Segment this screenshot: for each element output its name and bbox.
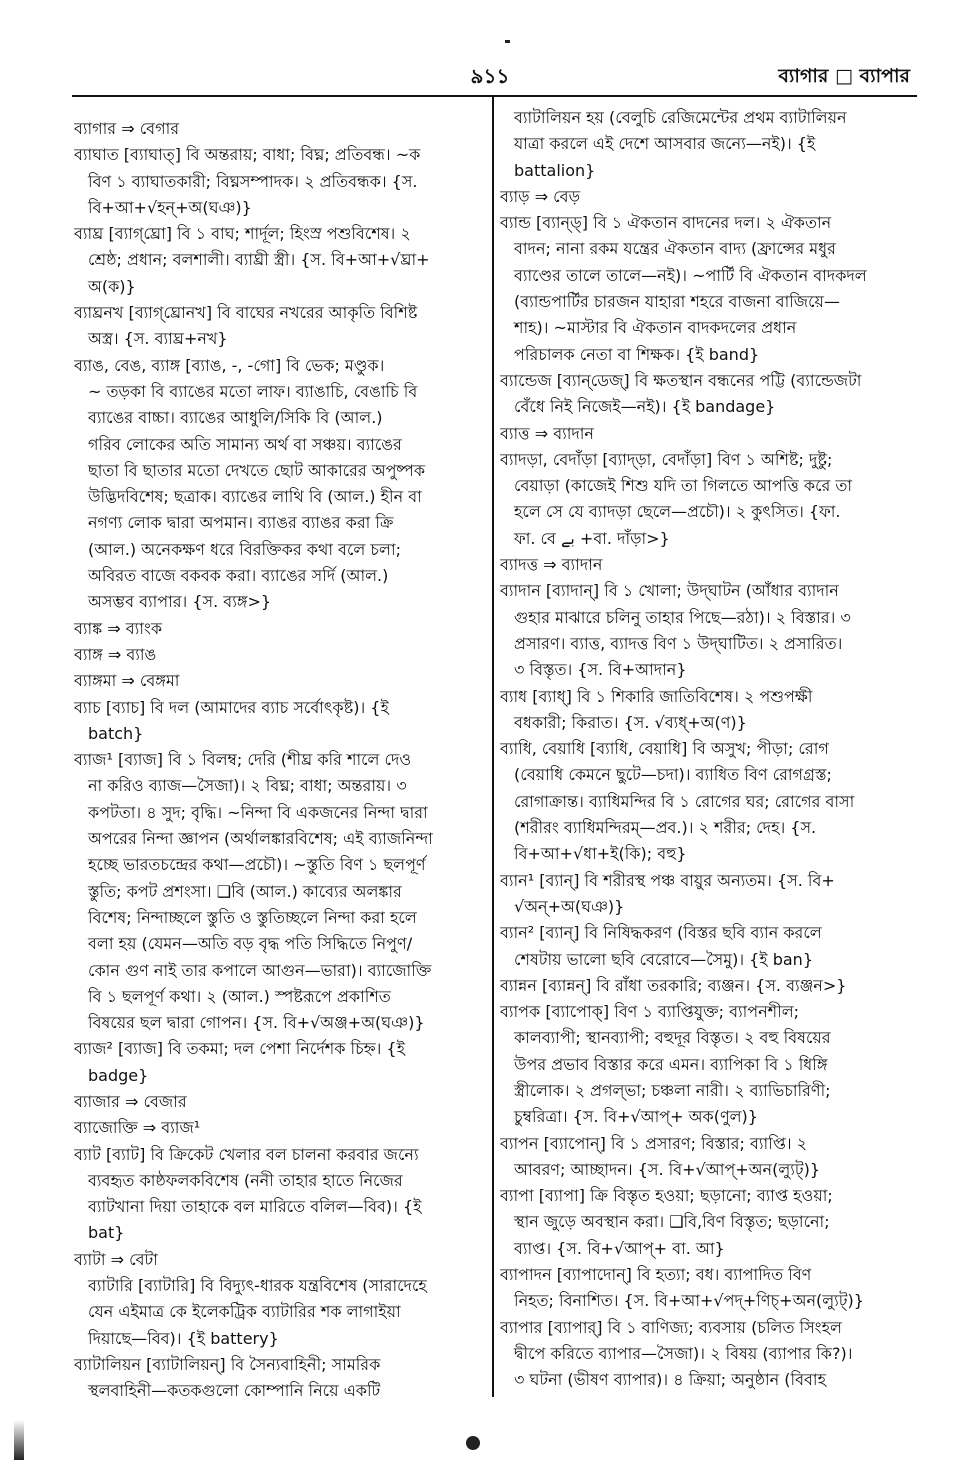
dictionary-line: ছাতা বি ছাতার মতো দেখতে ছোট আকারের অপুষ্পক (88, 460, 426, 480)
dictionary-line: bat} (88, 1223, 125, 1243)
dictionary-line: প্রসারণ। ব্যাত্ত, ব্যাদত্ত বিণ ১ উদ্‌ঘাটিত। ২ প্রসারিত। (514, 633, 843, 653)
dictionary-line: ব্যাগার ⇒ বেগার (74, 119, 180, 138)
dictionary-line: √অন্+অ(ঘঞ)} (514, 896, 625, 916)
dictionary-line: ব্যাদড়া, বেদাঁড়া [ব্যাদ্‌ড়া, বেদাঁড়া] বিণ ১ অশিষ্ট; দুষ্টু; (500, 449, 833, 469)
dictionary-line: শাহ)। ~মাস্টার বি ঐকতান বাদকদলের প্রধান (514, 318, 797, 338)
dictionary-line: ব্যাধ [ব্যাধ্] বি ১ শিকারি জাতিবিশেষ। ২ পশুপক্ষী (500, 686, 813, 706)
right-column (500, 105, 918, 1394)
dictionary-line: স্থান জুড়ে অবস্থান করা। ❑বি,বিণ বিস্তৃত; ছড়ানো; (514, 1212, 830, 1232)
dictionary-line: উপর প্রভাব বিস্তার করে এমন। ব্যাপিকা বি ১ ধিঙ্গি (514, 1054, 828, 1074)
dictionary-line: ব্যাজোক্তি ⇒ ব্যাজ¹ (74, 1118, 201, 1138)
dictionary-line: বি+আ+√ধা+ই(কি); বহু} (514, 844, 687, 864)
dictionary-line: না করিও ব্যাজ—সৈজা)। ২ বিঘ্ন; বাধা; অন্তরায়। ৩ (88, 776, 407, 796)
dictionary-line: অস্ত্র। {স. ব্যাঘ্র+নখ} (88, 329, 228, 349)
dictionary-line: ব্যাপ্ত। {স. বি+√আপ্+ বা. আ} (514, 1238, 725, 1258)
dictionary-line: ব্যাপাদন [ব্যাপাদোন্] বি হত্যা; বধ। ব্যাপাদিত বিণ (500, 1265, 812, 1285)
dictionary-line: বিণ ১ ব্যাঘাতকারী; বিঘ্নসম্পাদক। ২ প্রতিবন্ধক। {স. (88, 171, 418, 191)
dictionary-line: ব্যাজার ⇒ বেজার (74, 1091, 187, 1111)
dictionary-line: হচ্ছে ভারতচন্দ্রের কথা—প্রচৌ)। ~স্তুতি বিণ ১ ছলপূর্ণ (88, 855, 426, 875)
dictionary-line: গরিব লোকের অতি সামান্য অর্থ বা সঞ্চয়। ব্যাঙের (88, 434, 402, 454)
dictionary-line: ~ তড়কা বি ব্যাঙের মতো লাফ। ব্যাঙাচি, বেঙাচি বি (88, 381, 418, 401)
dictionary-line: নগণ্য লোক দ্বারা অপমান। ব্যাঙর ব্যাঙর করা ক্রি (88, 513, 394, 533)
dictionary-line: ব্যাঙের বাচ্চা। ব্যাঙের আধুলি/সিকি বি (আল.) (88, 408, 383, 428)
dictionary-line: ব্যাদান [ব্যাদান্] বি ১ খোলা; উদ্‌ঘাটন (আঁধার ব্যাদান (500, 581, 839, 601)
dictionary-line: ব্যাটালিয়ন হয় (বেলুচি রেজিমেন্টের প্রথম ব্যাটালিয়ন (514, 108, 847, 127)
dictionary-line: উদ্ভিদবিশেষ; ছত্রাক। ব্যাঙের লাথি বি (আল.) হীন বা (88, 487, 422, 507)
dictionary-line: ব্যাত্ত ⇒ ব্যাদান (500, 423, 594, 443)
dictionary-line: চুম্বরিত্রা। {স. বি+√আপ্+ অক(ণুল)} (514, 1107, 758, 1127)
dictionary-line: ব্যাজ¹ [ব্যাজ] বি ১ বিলম্ব; দেরি (শীঘ্র করি শালে দেও (74, 750, 412, 770)
dictionary-line: ব্যান্ড [ব্যান্‌ড্] বি ১ ঐকতান বাদনের দল। ২ ঐকতান (500, 213, 832, 233)
dictionary-line: ব্যান¹ [ব্যান্] বি শরীরস্থ পঞ্চ বায়ুর অন্যতম। {স. বি+ (500, 870, 835, 890)
header-rule (72, 95, 917, 97)
dictionary-line: বেঁধে নিই নিজেই—নই)। {ই bandage} (514, 397, 776, 417)
dictionary-line: badge} (88, 1065, 149, 1085)
dictionary-line: কালব্যাপী; স্থানব্যাপী; বহুদূর বিস্তৃত। ২ বহু বিষয়ের (514, 1028, 831, 1048)
dictionary-line: কোন গুণ নাই তার কপালে আগুন—ভারা)। ব্যাজোক্তি (88, 960, 432, 980)
dictionary-line: হলে সে যে ব্যাদড়া ছেলে—প্রচৌ)। ২ কুৎসিত। {ফা. (514, 502, 841, 522)
dictionary-line: ফা. বে بے +বা. দাঁড়া>} (514, 528, 670, 548)
dictionary-line: অ(ক)} (88, 276, 136, 296)
dictionary-line: ব্যাঙ, বেঙ, ব্যাঙ্গ [ব্যাঙ, -, -গো] বি ভেক; মণ্ডুক। (74, 355, 385, 375)
dictionary-line: ব্যাদত্ত ⇒ ব্যাদান (500, 555, 603, 575)
dictionary-line: বিশেষ; নিন্দাচ্ছলে স্তুতি ও স্তুতিচ্ছলে নিন্দা করা হলে (88, 907, 417, 927)
dictionary-line: batch} (88, 723, 144, 743)
dictionary-line: ব্যাপা [ব্যাপা] ক্রি বিস্তৃত হওয়া; ছড়ানো; ব্যাপ্ত হওয়া; (500, 1186, 833, 1206)
left-column (74, 116, 492, 1405)
dictionary-line: ৩ বিস্তৃত। {স. বি+আদান} (514, 660, 687, 680)
dictionary-line: ব্যাঘ্র [ব্যাগ্‌ঘ্রো] বি ১ বাঘ; শার্দূল; হিংস্র পশুবিশেষ। ২ (74, 224, 411, 244)
dictionary-line: ব্যাপার [ব্যাপার্] বি ১ বাণিজ্য; ব্যবসায় (চলিত সিংহল (500, 1317, 842, 1337)
dictionary-line: অসম্ভব ব্যাপার। {স. ব্যঙ্গ>} (88, 592, 272, 612)
dictionary-line: বধকারী; কিরাত। {স. √ব্যধ্+অ(ণ)} (514, 712, 747, 732)
dictionary-line: যাত্রা করলে এই দেশে আসবার জন্যে—নই)। {ই (514, 134, 816, 154)
page-number: ৯১১ (470, 64, 510, 88)
dictionary-line: ব্যাধি, বেয়াধি [ব্যাধি, বেয়াধি] বি অসুখ; পীড়া; রোগ (500, 739, 829, 759)
dictionary-line: ব্যাঘ্রনখ [ব্যাগ্‌ঘ্রোনখ] বি বাঘের নখরের আকৃতি বিশিষ্ট (74, 303, 418, 323)
dictionary-line: ব্যাটা ⇒ বেটা (74, 1249, 158, 1269)
column-divider (492, 97, 494, 1397)
dictionary-line: ব্যাণ্ডের তালে তালে—নই)। ~পার্টি বি ঐকতান বাদকদল (514, 265, 867, 285)
dictionary-line: বেয়াড়া (কাজেই শিশু যদি তা গিলতে আপত্তি করে তা (514, 476, 853, 496)
dictionary-line: ব্যাপক [ব্যাপোক্] বিণ ১ ব্যাপ্তিযুক্ত; ব্যাপনশীল; (500, 1002, 800, 1022)
dictionary-line: দিয়াছে—বিব)। {ই battery} (88, 1328, 279, 1348)
dictionary-line: ব্যবহৃত কাষ্ঠফলকবিশেষ (ননী তাহার হাতে নিজের (88, 1170, 403, 1190)
dictionary-line: ব্যাটারি [ব্যাটারি] বি বিদ্যুৎ-ধারক যন্ত্রবিশেষ (সারাদেহে (88, 1276, 427, 1296)
dictionary-line: শেষটায় ভালো ছবি বেরোবে—সৈমু)। {ই ban} (514, 949, 813, 969)
dictionary-line: বলা হয় (যেমন—অতি বড় বৃদ্ধ পতি সিদ্ধিতে নিপুণ/ (88, 934, 413, 954)
dictionary-line: কপটতা। ৪ সুদ; বৃদ্ধি। ~নিন্দা বি একজনের নিন্দা দ্বারা (88, 802, 428, 822)
dictionary-line: স্থলবাহিনী—কতকগুলো কোম্পানি নিয়ে একটি (88, 1381, 381, 1401)
dictionary-line: ব্যাট [ব্যাট] বি ক্রিকেট খেলার বল চালনা করবার জন্যে (74, 1144, 419, 1164)
page-mark (466, 1436, 480, 1450)
dictionary-line: ব্যাঙ্গমা ⇒ বেঙ্গমা (74, 671, 180, 691)
dictionary-line: (বেয়াধি কেমনে ছুটে—চদা)। ব্যাধিত বিণ রোগগ্রস্ত; (514, 765, 832, 785)
dictionary-line: (ব্যান্ডপার্টির চারজন যাহারা শহরে বাজনা বাজিয়ে— (514, 292, 840, 312)
dictionary-line: বাদন; নানা রকম যন্ত্রের ঐকতান বাদ্য (ফ্রান্সের মধুর (514, 239, 836, 259)
guide-words: ব্যাগার □ ব্যাপার (778, 65, 910, 87)
dictionary-line: আবরণ; আচ্ছাদন। {স. বি+√আপ্+অন(ল্যুট্)} (514, 1159, 821, 1179)
dictionary-line: ব্যাড় ⇒ বেড় (500, 186, 581, 206)
dictionary-line: স্তুতি; কপট প্রশংসা। ❑বি (আল.) কাব্যের অলঙ্কার (88, 881, 402, 901)
dictionary-line: স্ত্রীলোক। ২ প্রগল্‌ভা; চঞ্চলা নারী। ২ ব্যাভিচারিণী; (514, 1080, 831, 1100)
dictionary-line: অবিরত বাজে বকবক করা। ব্যাঙের সর্দি (আল.) (88, 566, 389, 586)
dictionary-line: বি ১ ছলপূর্ণ কথা। ২ (আল.) স্পষ্টরূপে প্রকাশিত (88, 986, 391, 1006)
dictionary-line: গুহার মাঝারে চলিনু তাহার পিছে—রঠা)। ২ বিস্তার। ৩ (514, 607, 851, 627)
dictionary-line: ৩ ঘটনা (ভীষণ ব্যাপার)। ৪ ক্রিয়া; অনুষ্ঠান (বিবাহ (514, 1370, 826, 1390)
dictionary-line: শ্রেষ্ঠ; প্রধান; বলশালী। ব্যাঘ্রী স্ত্রী। {স. বি+আ+√ঘ্রা+ (88, 250, 430, 270)
dictionary-line: যেন এইমাত্র কে ইলেকট্রিক ব্যাটারির শক লাগাইয়া (88, 1302, 401, 1322)
dictionary-line: ব্যান² [ব্যান্] বি নিষিদ্ধকরণ (বিস্তর ছবি ব্যান করলে (500, 923, 822, 943)
dictionary-line: ব্যান্ডেজ [ব্যান্‌ডেজ্] বি ক্ষতস্থান বন্ধনের পট্টি (ব্যান্ডেজটা (500, 370, 862, 390)
dictionary-line: ব্যান্নন [ব্যান্নন্] বি রাঁধা তরকারি; ব্যঞ্জন। {স. ব্যঞ্জন>} (500, 975, 847, 995)
dictionary-line: ব্যাটখানা দিয়া তাহাকে বল মারিতে বলিল—বিব)। {ই (88, 1197, 422, 1217)
dictionary-line: (শরীরং ব্যাধিমন্দিরম্—প্রব.)। ২ শরীর; দেহ। {স. (514, 818, 817, 838)
dictionary-line: ব্যাঙ্গ ⇒ ব্যাঙ (74, 644, 157, 664)
dictionary-line: নিহত; বিনাশিত। {স. বি+আ+√পদ্+ণিচ্+অন(ল্যুট্)} (514, 1291, 864, 1311)
dictionary-line: দ্বীপে করিতে ব্যাপার—সৈজা)। ২ বিষয় (ব্যাপার কি?)। (514, 1343, 853, 1363)
dictionary-line: ব্যাজ² [ব্যাজ] বি তকমা; দল পেশা নির্দেশক চিহ্ন। {ই (74, 1039, 405, 1059)
dictionary-line: ব্যাপন [ব্যাপোন্] বি ১ প্রসারণ; বিস্তার; ব্যাপ্তি। ২ (500, 1133, 808, 1153)
dictionary-line: (আল.) অনেকক্ষণ ধরে বিরক্তিকর কথা বলে চলা; (88, 539, 401, 559)
dictionary-line: battalion} (514, 160, 596, 180)
dictionary-line: পরিচালক নেতা বা শিক্ষক। {ই band} (514, 344, 760, 364)
dictionary-line: ব্যাচ [ব্যাচ] বি দল (আমাদের ব্যাচ সর্বোৎকৃষ্ট)। {ই (74, 697, 389, 717)
scan-speck (505, 40, 510, 43)
scan-edge-mark (14, 1420, 24, 1460)
dictionary-line: ব্যাটালিয়ন [ব্যাটালিয়ন্] বি সৈন্যবাহিনী; সামরিক (74, 1354, 381, 1374)
dictionary-line: অপরের নিন্দা জ্ঞাপন (অর্থালঙ্কারবিশেষ; এই ব্যাজনিন্দা (88, 829, 433, 849)
dictionary-line: রোগাক্রান্ত। ব্যাধিমন্দির বি ১ রোগের ঘর; রোগের বাসা (514, 791, 855, 811)
dictionary-line: ব্যাঘাত [ব্যাঘাত্] বি অন্তরায়; বাধা; বিঘ্ন; প্রতিবন্ধ। ~ক (74, 145, 421, 165)
dictionary-line: বিষয়ের ছল দ্বারা গোপন। {স. বি+√অঞ্জ+অ(ঘঞ)} (88, 1013, 425, 1033)
dictionary-line: বি+আ+√হন্+অ(ঘঞ)} (88, 197, 252, 217)
dictionary-line: ব্যাঙ্ক ⇒ ব্যাংক (74, 618, 163, 638)
